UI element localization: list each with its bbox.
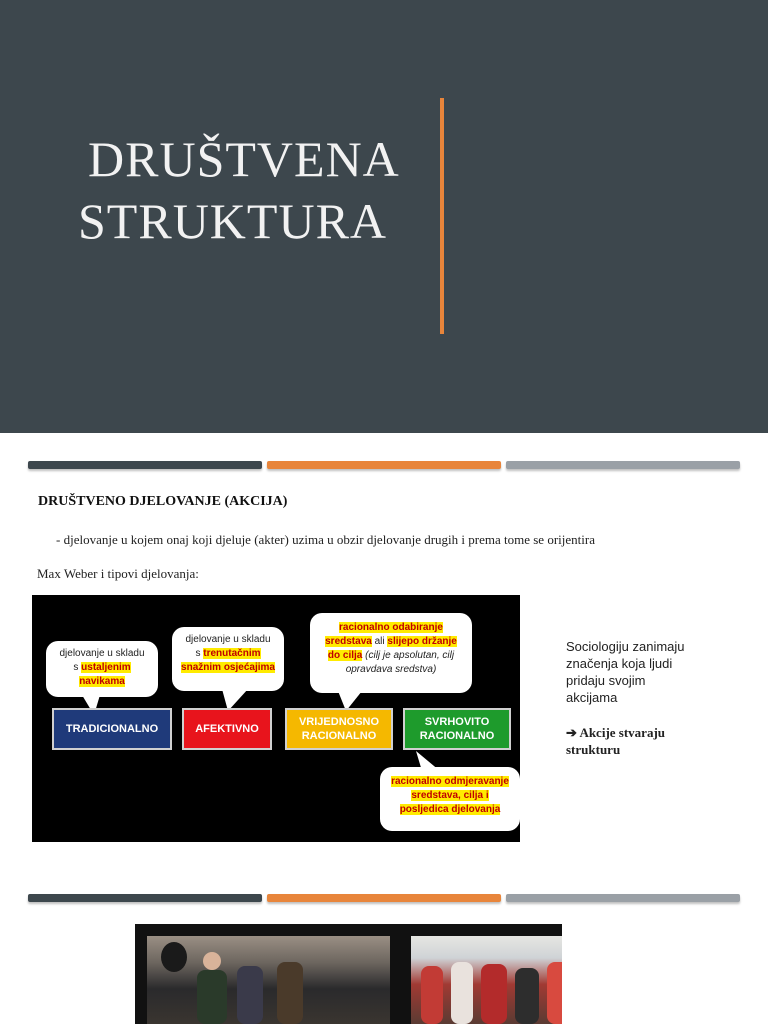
person-shape bbox=[161, 942, 187, 972]
slide-title bbox=[78, 128, 400, 252]
bubble-text: djelovanje u skladu bbox=[59, 648, 145, 659]
box-afektivno bbox=[182, 708, 272, 750]
bubble-svrhovito bbox=[380, 767, 520, 831]
box-label: VRIJEDNOSNO bbox=[298, 716, 380, 728]
person-shape bbox=[515, 968, 539, 1024]
person-shape bbox=[237, 966, 263, 1024]
bubble-text: s bbox=[195, 648, 204, 659]
bubble-tradicionalno bbox=[46, 641, 158, 697]
section-heading: DRUŠTVENO DJELOVANJE (AKCIJA) bbox=[38, 494, 288, 509]
person-shape bbox=[547, 962, 562, 1024]
box-svrhovito-racionalno bbox=[403, 708, 511, 750]
box-label: SVRHOVITO bbox=[424, 716, 490, 728]
bar-dark bbox=[28, 894, 262, 902]
bubble-highlight: racionalno odmjeravanje sredstava, cilja i posljedica djelovanja bbox=[391, 776, 509, 815]
box-vrijednosno-racionalno bbox=[285, 708, 393, 750]
person-shape bbox=[451, 962, 473, 1024]
title-line-2: STRUKTURA bbox=[78, 193, 388, 249]
slide3-header-bars bbox=[28, 894, 740, 902]
title-line-1: DRUŠTVENA bbox=[88, 131, 400, 187]
photo-left bbox=[147, 936, 390, 1024]
title-slide bbox=[0, 0, 768, 433]
bubble-text: djelovanje u skladu bbox=[185, 634, 271, 645]
bubble-text: ali bbox=[371, 636, 388, 647]
arrow-right-icon: ➔ bbox=[566, 725, 580, 740]
bar-dark bbox=[28, 461, 262, 469]
bar-gray bbox=[506, 894, 740, 902]
definition-text: - djelovanje u kojem onaj koji djeluje (akter) uzima u obzir djelovanje drugih i prema tome se orijentira bbox=[56, 532, 595, 547]
accent-divider bbox=[440, 98, 444, 334]
box-label: RACIONALNO bbox=[419, 730, 495, 742]
photo-collage-icon bbox=[135, 924, 562, 1024]
bar-orange bbox=[267, 894, 501, 902]
bubble-highlight: racionalno odabiranje sredstava bbox=[325, 622, 443, 647]
box-tradicionalno bbox=[52, 708, 172, 750]
bubble-vrijednosno bbox=[310, 613, 472, 693]
bubble-highlight: slijepo držanje do cilja bbox=[327, 636, 457, 661]
box-label: TRADICIONALNO bbox=[65, 723, 159, 735]
bar-orange bbox=[267, 461, 501, 469]
side-note-conclusion bbox=[566, 724, 696, 758]
person-shape bbox=[203, 952, 221, 970]
bubble-highlight: ustaljenim navikama bbox=[79, 662, 131, 687]
bar-gray bbox=[506, 461, 740, 469]
conclusion-text: Akcije stvaraju strukturu bbox=[566, 725, 666, 757]
slide-header-bars bbox=[28, 461, 740, 469]
photo-right bbox=[411, 936, 562, 1024]
bubble-italic: (cilj je apsolutan, cilj opravdava sredstva) bbox=[345, 650, 455, 675]
bubble-afektivno bbox=[172, 627, 284, 691]
box-label: RACIONALNO bbox=[301, 730, 377, 742]
person-shape bbox=[481, 964, 507, 1024]
person-shape bbox=[197, 970, 227, 1024]
weber-action-types-diagram bbox=[32, 595, 520, 842]
weber-label: Max Weber i tipovi djelovanja: bbox=[37, 566, 199, 581]
side-note bbox=[566, 638, 696, 758]
person-shape bbox=[421, 966, 443, 1024]
bubble-text: s bbox=[73, 662, 82, 673]
box-label: AFEKTIVNO bbox=[195, 723, 259, 735]
person-shape bbox=[277, 962, 303, 1024]
side-note-text: Sociologiju zanimaju značenja koja ljudi pridaju svojim akcijama bbox=[566, 639, 685, 705]
bubble-highlight: trenutačnim snažnim osjećajima bbox=[181, 648, 275, 673]
